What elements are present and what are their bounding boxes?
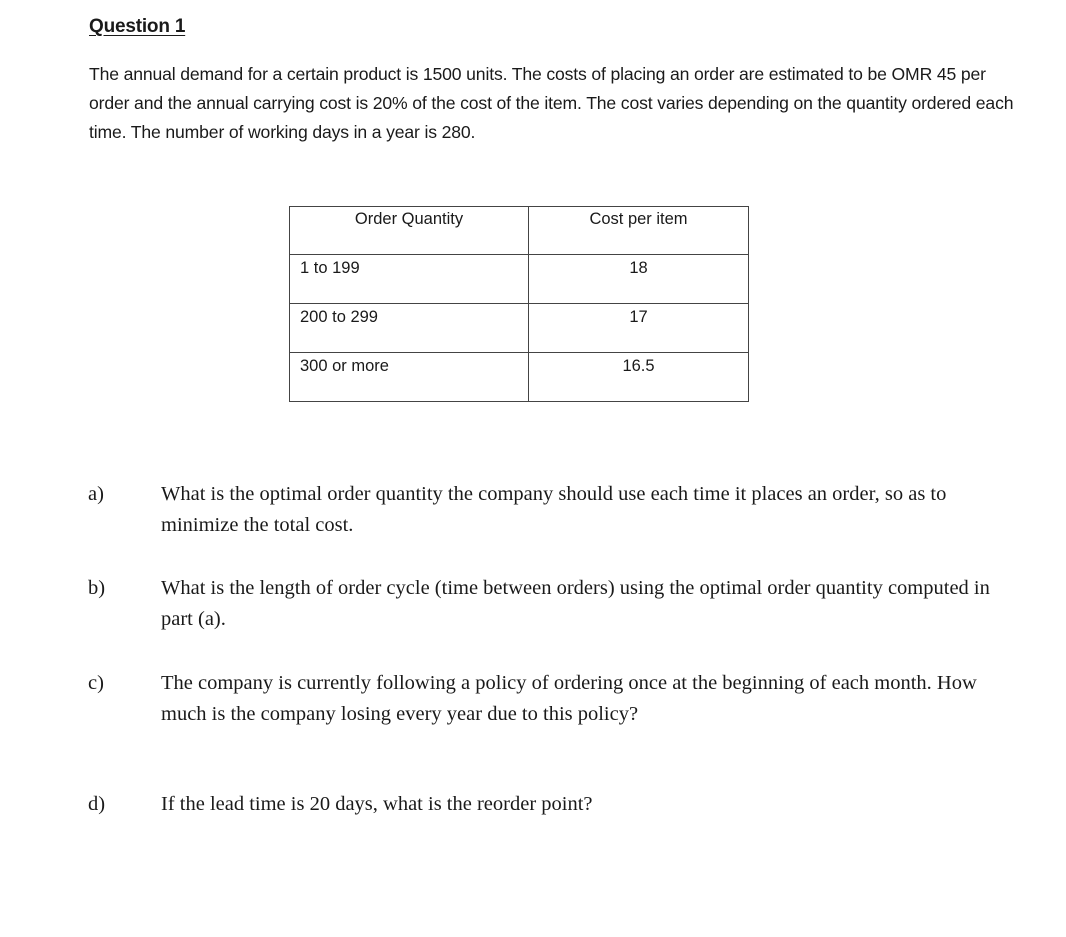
cost-cell: 17 [529, 304, 749, 353]
quantity-cell: 1 to 199 [290, 255, 529, 304]
cost-cell: 16.5 [529, 353, 749, 402]
part-b-letter: b) [88, 577, 106, 599]
part-d-text: If the lead time is 20 days, what is the reorder point? [161, 793, 593, 815]
part-d-letter: d) [88, 793, 106, 815]
table-row [290, 304, 749, 353]
header-order-quantity: Order Quantity [290, 207, 529, 255]
question-title: Question 1 [89, 16, 186, 37]
table-header-row [290, 207, 749, 255]
part-c-text: The company is currently following a policy of ordering once at the beginning of each month. How much is the company losing every year due to this policy? [161, 672, 977, 725]
quantity-cell: 200 to 299 [290, 304, 529, 353]
header-cost-per-item: Cost per item [529, 207, 749, 255]
cost-table [289, 206, 749, 402]
cost-cell: 18 [529, 255, 749, 304]
part-a-text: What is the optimal order quantity the company should use each time it places an order, so as to minimize the total cost. [161, 483, 947, 536]
table-row [290, 353, 749, 402]
question-intro: The annual demand for a certain product is 1500 units. The costs of placing an order are estimated to be OMR 45 per order and the annual carrying cost is 20% of the cost of the item. The cost varies depending on the quantity ordered each time. The number of working days in a year is 280. [89, 64, 1014, 142]
part-a-letter: a) [88, 483, 104, 505]
part-b-text: What is the length of order cycle (time between orders) using the optimal order quantity computed in part (a). [161, 577, 990, 630]
table-row [290, 255, 749, 304]
part-c-letter: c) [88, 672, 104, 694]
quantity-cell: 300 or more [290, 353, 529, 402]
